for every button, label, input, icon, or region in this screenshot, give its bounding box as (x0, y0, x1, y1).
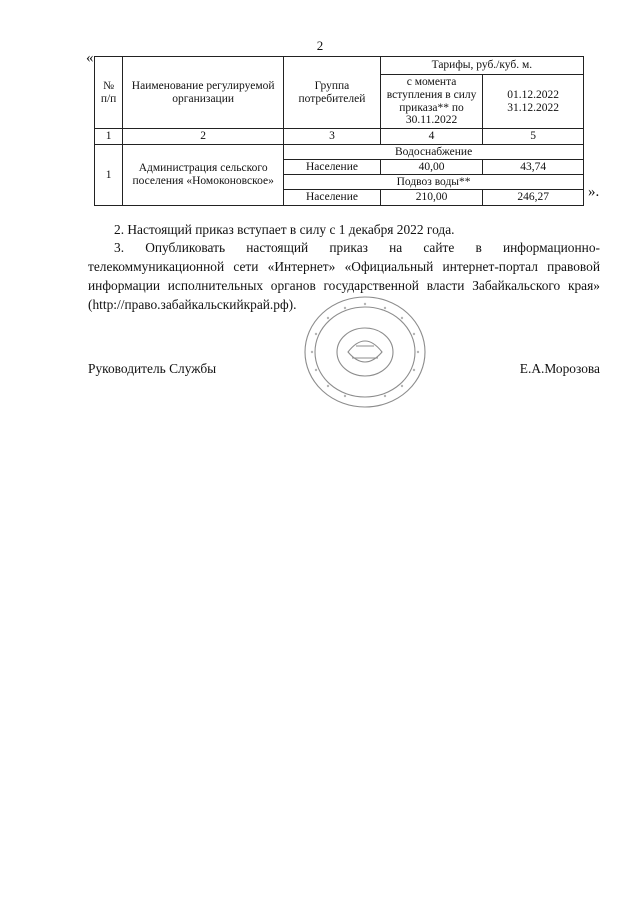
opening-quote: « (86, 50, 94, 66)
org-name: Администрация сельского поселения «Номоконовское» (123, 145, 284, 206)
page-number: 2 (316, 38, 324, 53)
paragraph-effective-date: 2. Настоящий приказ вступает в силу с 1 декабря 2022 года. (114, 222, 455, 237)
section-title-water-delivery: Подвоз воды** (284, 175, 584, 190)
consumer-group: Население (284, 190, 381, 206)
signatory-name: Е.А.Морозова (519, 361, 600, 376)
closing-quote: ». (588, 184, 600, 200)
col-number-2: 2 (123, 129, 284, 145)
signatory-position: Руководитель Службы (88, 361, 217, 376)
tariff-value: 43,74 (483, 160, 584, 175)
col-number-1: 1 (95, 129, 123, 145)
tariff-table (94, 56, 584, 206)
header-period-2-to: 31.12.2022 (507, 101, 560, 114)
tariff-value: 40,00 (380, 160, 483, 175)
header-period-1: с момента вступления в силу приказа** по 30.11.2022 (380, 75, 483, 129)
paragraph-publication: 3. Опубликовать настоящий приказ на сайте в информационно-телекоммуникационной сети «Интернет» «Официальный интернет-портал правовой информации исполнительных органов государственной власти Забайкальского края» (http://право.забайкальскийкрай.рф). (88, 240, 600, 312)
tariff-value: 210,00 (380, 190, 483, 206)
col-number-5: 5 (483, 129, 584, 145)
col-number-4: 4 (380, 129, 483, 145)
col-number-3: 3 (284, 129, 381, 145)
signature-block (88, 361, 600, 377)
consumer-group: Население (284, 160, 381, 175)
row-number: 1 (95, 145, 123, 206)
header-group: Группа потребителей (284, 57, 381, 129)
header-num: № п/п (95, 57, 123, 129)
header-tariffs: Тарифы, руб./куб. м. (380, 57, 583, 75)
header-period-2-from: 01.12.2022 (507, 88, 560, 101)
tariff-value: 246,27 (483, 190, 584, 206)
official-stamp (290, 292, 440, 412)
header-period-2 (483, 75, 584, 129)
header-org: Наименование регулируемой организации (123, 57, 284, 129)
section-title-water-supply: Водоснабжение (284, 145, 584, 160)
